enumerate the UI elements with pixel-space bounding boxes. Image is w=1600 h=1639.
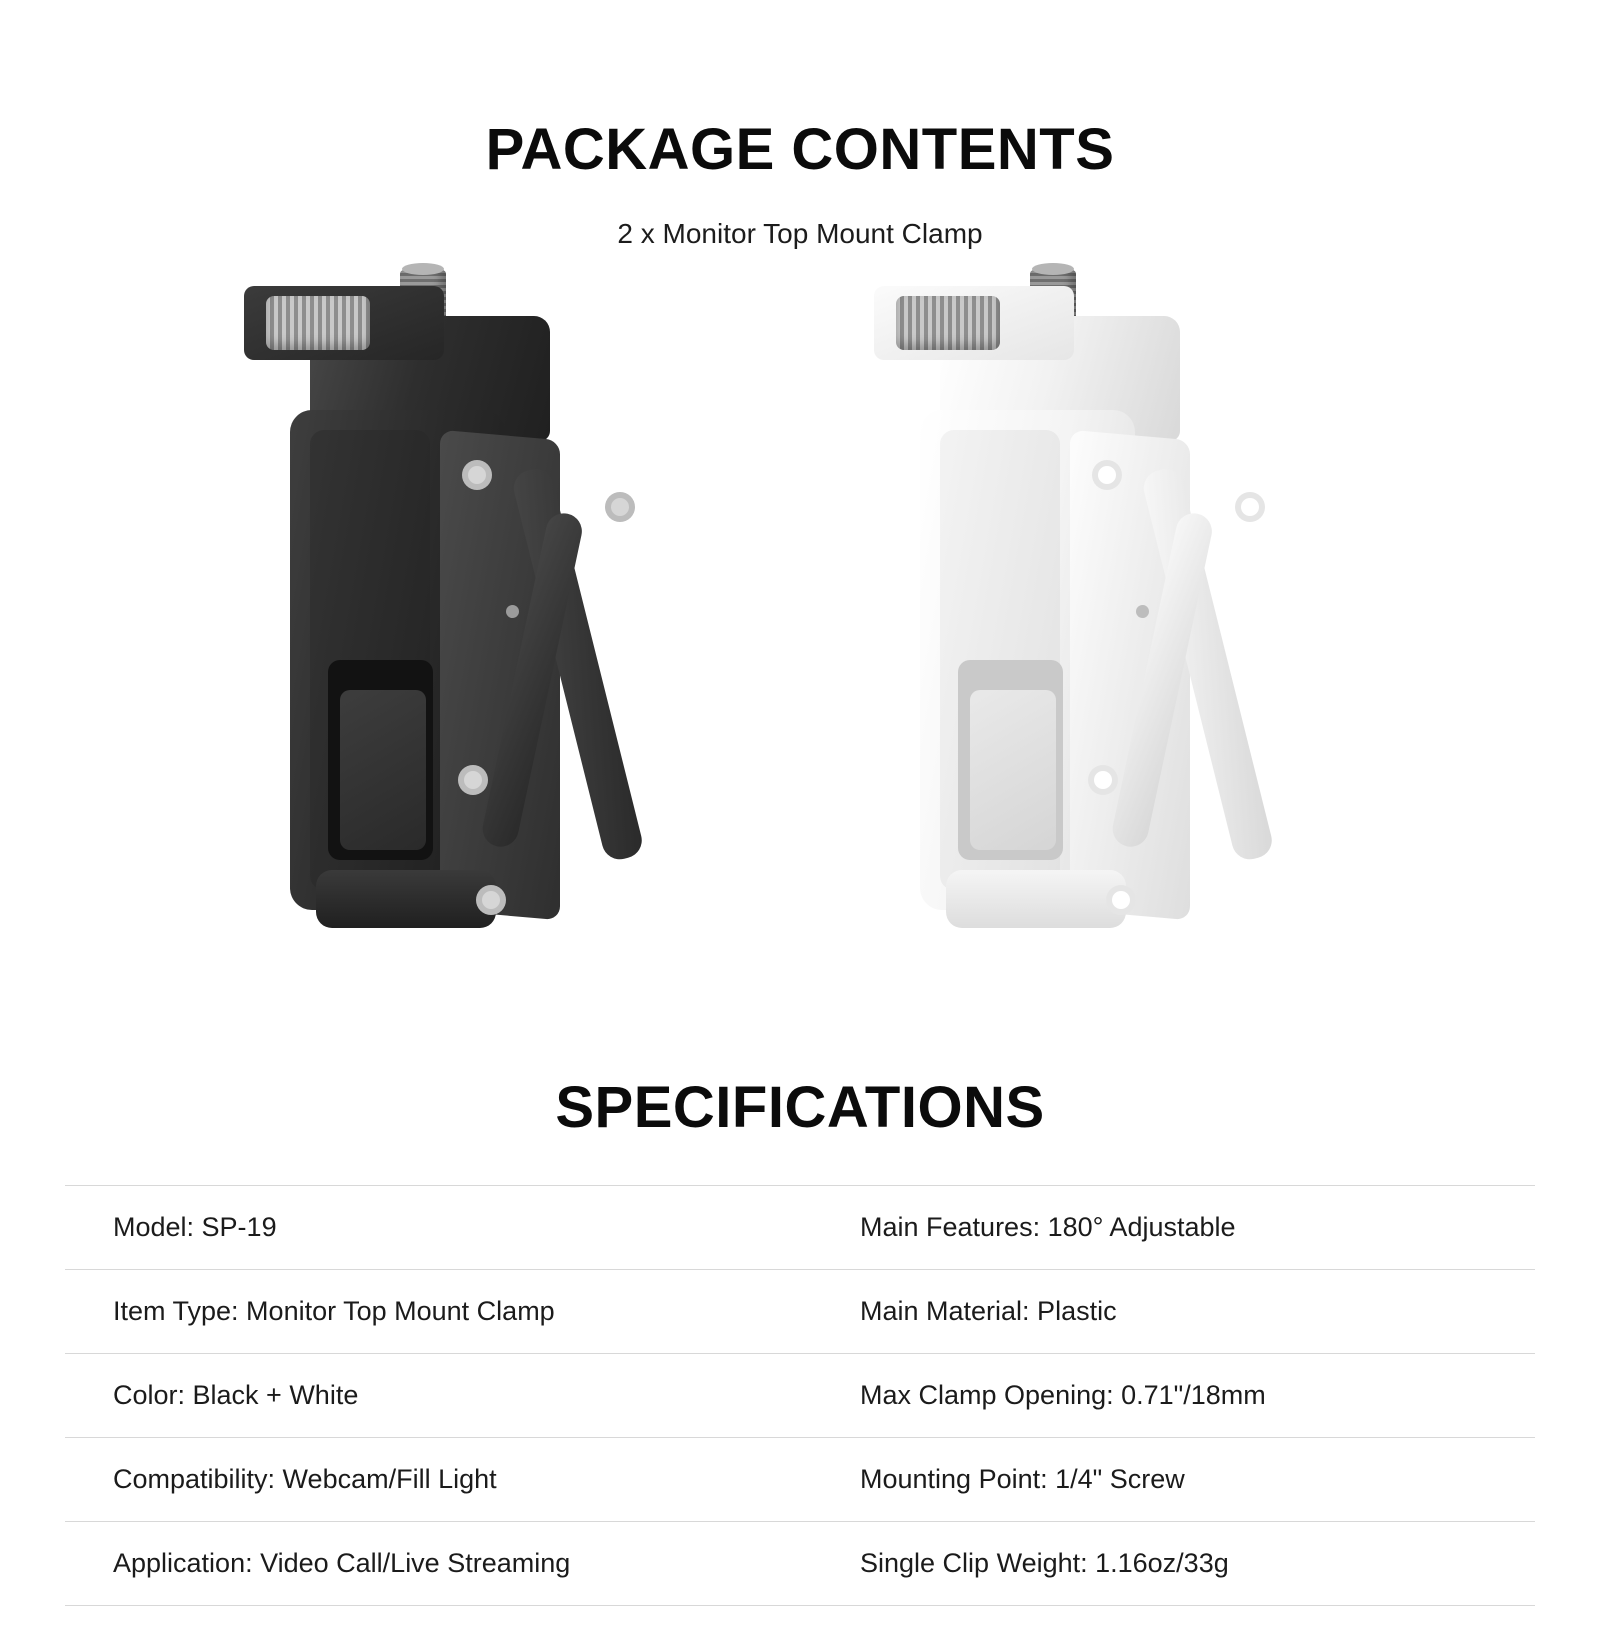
clamp-grip-pad xyxy=(970,690,1056,850)
package-contents-title: PACKAGE CONTENTS xyxy=(485,116,1115,182)
specifications-title: SPECIFICATIONS xyxy=(555,1074,1045,1140)
spec-item-type: Item Type: Monitor Top Mount Clamp xyxy=(65,1269,800,1353)
spec-color: Color: Black + White xyxy=(65,1353,800,1437)
pivot-screw-icon xyxy=(1088,765,1118,795)
spec-model: Model: SP-19 xyxy=(65,1185,800,1269)
adjustment-knob xyxy=(266,296,370,350)
package-contents-subtitle: 2 x Monitor Top Mount Clamp xyxy=(617,217,983,249)
spec-application: Application: Video Call/Live Streaming xyxy=(65,1521,800,1605)
small-screw-icon xyxy=(506,605,519,618)
spec-main-features: Main Features: 180° Adjustable xyxy=(800,1185,1535,1269)
pivot-screw-icon xyxy=(462,460,492,490)
spec-main-material: Main Material: Plastic xyxy=(800,1269,1535,1353)
table-row xyxy=(65,1353,1535,1437)
black-clamp-image xyxy=(230,260,750,960)
clamp-foot xyxy=(946,870,1126,928)
pivot-screw-icon xyxy=(1106,885,1136,915)
table-row xyxy=(65,1269,1535,1353)
clamp-grip-pad xyxy=(340,690,426,850)
spec-mounting-point: Mounting Point: 1/4" Screw xyxy=(800,1437,1535,1521)
table-row xyxy=(65,1521,1535,1605)
white-clamp-image xyxy=(860,260,1380,960)
clamp-foot xyxy=(316,870,496,928)
specifications-section xyxy=(0,1074,1600,1606)
spec-compatibility: Compatibility: Webcam/Fill Light xyxy=(65,1437,800,1521)
product-images xyxy=(0,260,1600,960)
spec-max-clamp-opening: Max Clamp Opening: 0.71"/18mm xyxy=(800,1353,1535,1437)
product-spec-page xyxy=(0,39,1600,1639)
spec-single-clip-weight: Single Clip Weight: 1.16oz/33g xyxy=(800,1521,1535,1605)
specifications-table xyxy=(65,1185,1535,1606)
pivot-screw-icon xyxy=(1235,492,1265,522)
small-screw-icon xyxy=(1136,605,1149,618)
pivot-screw-icon xyxy=(458,765,488,795)
pivot-screw-icon xyxy=(1092,460,1122,490)
table-row xyxy=(65,1185,1535,1269)
table-row xyxy=(65,1437,1535,1521)
adjustment-knob xyxy=(896,296,1000,350)
pivot-screw-icon xyxy=(605,492,635,522)
pivot-screw-icon xyxy=(476,885,506,915)
